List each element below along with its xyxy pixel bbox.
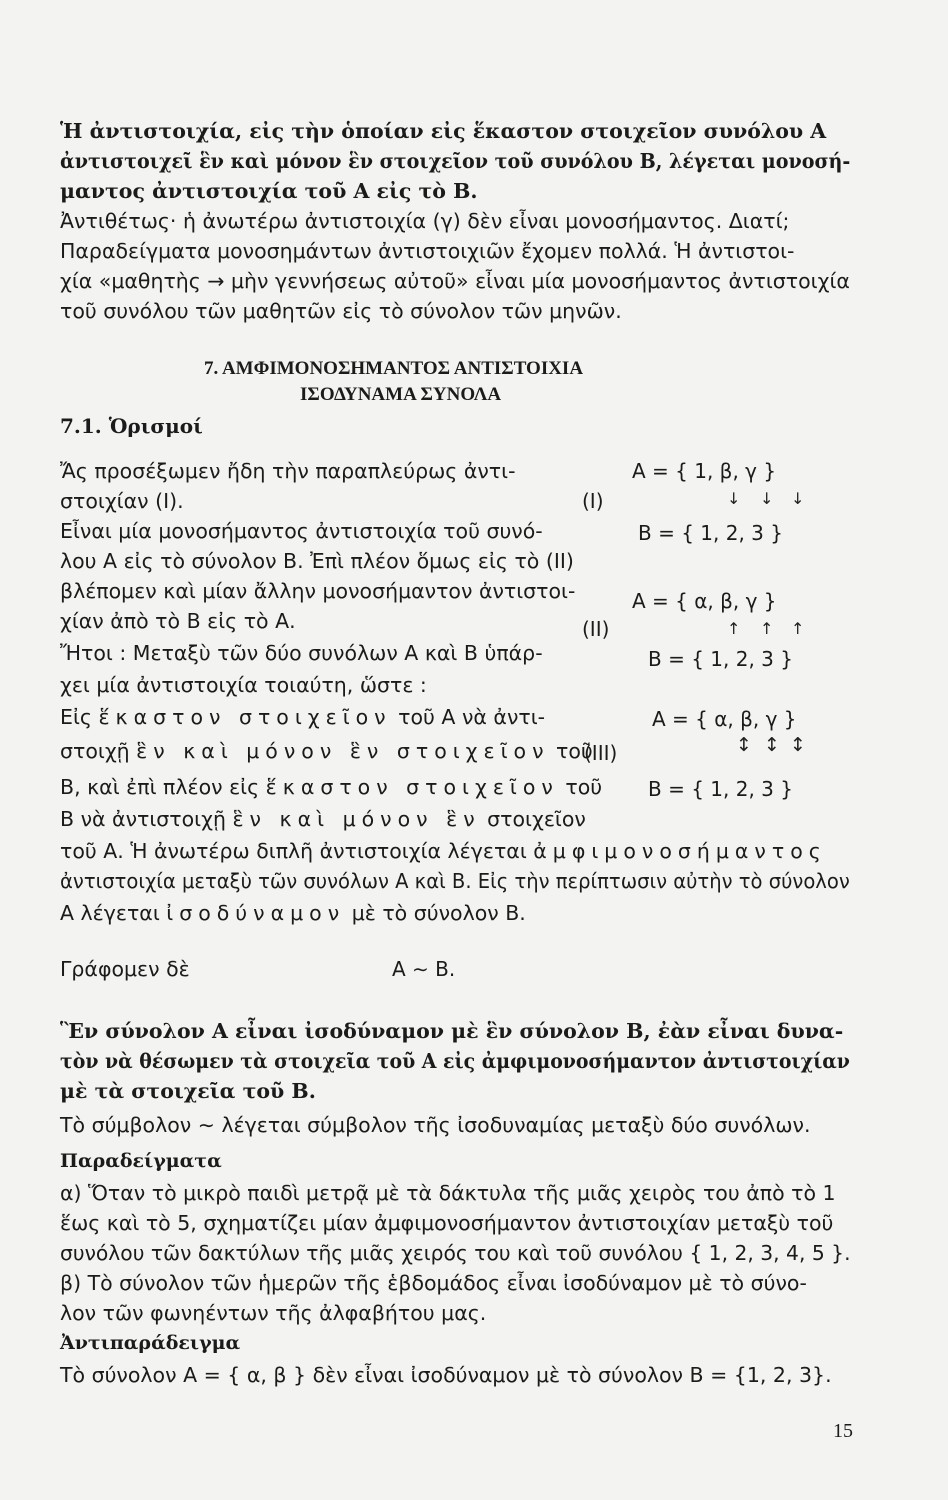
diagram-I-set-B: Β = { 1, 2, 3 } xyxy=(638,521,783,545)
diagram-I-label: (I) xyxy=(582,489,604,513)
examples-title: Παραδείγματα xyxy=(60,1150,222,1172)
para1-line3: μαντος ἀντιστοιχία τοῦ Α εἰς τὸ Β. xyxy=(60,179,478,203)
para2-line1: Ἀντιθέτως· ἡ ἀνωτέρω ἀντιστοιχία (γ) δὲν εἶναι μονοσήμαντος. Διατί; xyxy=(60,209,790,233)
def-line2: στοιχίαν (I). xyxy=(60,489,184,513)
example-line2: ἕως καὶ τὸ 5, σχηματίζει μίαν ἀμφιμονοσήμαντον ἀντιστοιχίαν μεταξὺ τοῦ xyxy=(60,1211,834,1235)
def-line7: Ἤτοι : Μεταξὺ τῶν δύο συνόλων Α καὶ Β ὑπάρ- xyxy=(60,641,543,665)
counterexample-title: Ἀντιπαράδειγμα xyxy=(60,1332,241,1354)
notation-formula: Α ∼ Β. xyxy=(392,957,456,981)
section-title-2: ΙΣΟΔΥΝΑΜΑ ΣΥΝΟΛΑ xyxy=(300,384,502,405)
counterexample-line: Τὸ σύνολον Α = { α, β } δὲν εἶναι ἰσοδύναμον μὲ τὸ σύνολον Β = {1, 2, 3}. xyxy=(60,1363,832,1387)
para2-line3: χία «μαθητὴς → μὴν γεννήσεως αὐτοῦ» εἶναι μία μονοσήμαντος ἀντιστοιχία xyxy=(60,269,850,293)
def-line13: τοῦ Α. Ἡ ἀνωτέρω διπλῆ ἀντιστοιχία λέγεται ἀμφιμονοσήμαντος xyxy=(60,839,827,863)
diagram-III-label: (III) xyxy=(584,741,618,765)
theorem-line2: τὸν νὰ θέσωμεν τὰ στοιχεῖα τοῦ Α εἰς ἀμφιμονοσήμαντον ἀντιστοιχίαν xyxy=(60,1049,850,1073)
def-line1: Ἄς προσέξωμεν ἤδη τὴν παραπλεύρως ἀντι- xyxy=(60,459,516,483)
down-arrow-icon: ↓ xyxy=(727,489,741,508)
example-line1: α) Ὅταν τὸ μικρὸ παιδὶ μετρᾷ μὲ τὰ δάκτυλα τῆς μιᾶς χειρὸς του ἀπὸ τὸ 1 xyxy=(60,1181,836,1205)
def-line5: βλέπομεν καὶ μίαν ἄλλην μονοσήμαντον ἀντιστοι- xyxy=(60,579,576,603)
def-line10: στοιχῇ ἓν καὶ μόνον ἓν στοιχεῖον τοῦ xyxy=(60,739,593,763)
def-line4: λου Α εἰς τὸ σύνολον Β. Ἐπὶ πλέον ὅμως εἰς τὸ (II) xyxy=(60,549,574,573)
section-title-1: 7. ΑΜΦΙΜΟΝΟΣΗΜΑΝΤΟΣ ΑΝΤΙΣΤΟΙΧΙΑ xyxy=(204,358,584,379)
theorem-line1: Ἓν σύνολον Α εἶναι ἰσοδύναμον μὲ ἓν σύνολον Β, ἐὰν εἶναι δυνα- xyxy=(60,1019,844,1043)
up-arrow-icon: ↑ xyxy=(727,619,741,638)
diagram-III-set-B: Β = { 1, 2, 3 } xyxy=(648,777,793,801)
def-line15: Α λέγεται ἰσοδύναμον μὲ τὸ σύνολον Β. xyxy=(60,901,526,925)
bidirectional-arrow-icon: ↕ xyxy=(790,734,806,756)
diagram-III-set-A: Α = { α, β, γ } xyxy=(652,707,797,731)
def-line8: χει μία ἀντιστοιχία τοιαύτη, ὥστε : xyxy=(60,673,427,697)
diagram-II-set-B: Β = { 1, 2, 3 } xyxy=(648,647,793,671)
symbol-line: Τὸ σύμβολον ∼ λέγεται σύμβολον τῆς ἰσοδυναμίας μεταξὺ δύο συνόλων. xyxy=(60,1113,811,1137)
page-number: 15 xyxy=(833,1420,853,1442)
para2-line4: τοῦ συνόλου τῶν μαθητῶν εἰς τὸ σύνολον τῶν μηνῶν. xyxy=(60,299,622,323)
down-arrow-icon: ↓ xyxy=(760,489,774,508)
subsection-title: 7.1. Ὁρισμοί xyxy=(60,414,203,438)
example-line5: λον τῶν φωνηέντων τῆς ἀλφαβήτου μας. xyxy=(60,1301,487,1325)
def-line3: Εἶναι μία μονοσήμαντος ἀντιστοιχία τοῦ συνό- xyxy=(60,519,543,543)
notation-label: Γράφομεν δὲ xyxy=(60,957,190,981)
def-line11: Β, καὶ ἐπὶ πλέον εἰς ἕκαστον στοιχεῖον τοῦ xyxy=(60,775,603,799)
up-arrow-icon: ↑ xyxy=(760,619,774,638)
example-line4: β) Τὸ σύνολον τῶν ἡμερῶν τῆς ἑβδομάδος εἶναι ἰσοδύναμον μὲ τὸ σύνο- xyxy=(60,1271,807,1295)
example-line3: συνόλου τῶν δακτύλων τῆς μιᾶς χειρός του καὶ τοῦ συνόλου { 1, 2, 3, 4, 5 }. xyxy=(60,1241,851,1265)
def-line6: χίαν ἀπὸ τὸ Β εἰς τὸ Α. xyxy=(60,609,296,633)
def-line9: Εἰς ἕκαστον στοιχεῖον τοῦ Α νὰ ἀντι- xyxy=(60,705,546,729)
def-line12: Β νὰ ἀντιστοιχῇ ἓν καὶ μόνον ἓν στοιχεῖον xyxy=(60,807,586,831)
up-arrow-icon: ↑ xyxy=(791,619,805,638)
para1-line1: Ἡ ἀντιστοιχία, εἰς τὴν ὁποίαν εἰς ἕκαστον στοιχεῖον συνόλου Α xyxy=(60,119,827,143)
para1-line2: ἀντιστοιχεῖ ἓν καὶ μόνον ἓν στοιχεῖον τοῦ συνόλου Β, λέγεται μονοσή- xyxy=(60,149,851,173)
def-line14: ἀντιστοιχία μεταξὺ τῶν συνόλων Α καὶ Β. Εἰς τὴν περίπτωσιν αὐτὴν τὸ σύνολον xyxy=(60,869,850,893)
diagram-II-label: (II) xyxy=(582,617,610,641)
bidirectional-arrow-icon: ↕ xyxy=(764,734,780,756)
para2-line2: Παραδείγματα μονοσημάντων ἀντιστοιχιῶν ἔχομεν πολλά. Ἡ ἀντιστοι- xyxy=(60,239,795,263)
theorem-line3: μὲ τὰ στοιχεῖα τοῦ Β. xyxy=(60,1079,316,1103)
diagram-I-set-A: Α = { 1, β, γ } xyxy=(632,459,777,483)
diagram-II-set-A: Α = { α, β, γ } xyxy=(632,589,777,613)
bidirectional-arrow-icon: ↕ xyxy=(736,734,752,756)
down-arrow-icon: ↓ xyxy=(791,489,805,508)
